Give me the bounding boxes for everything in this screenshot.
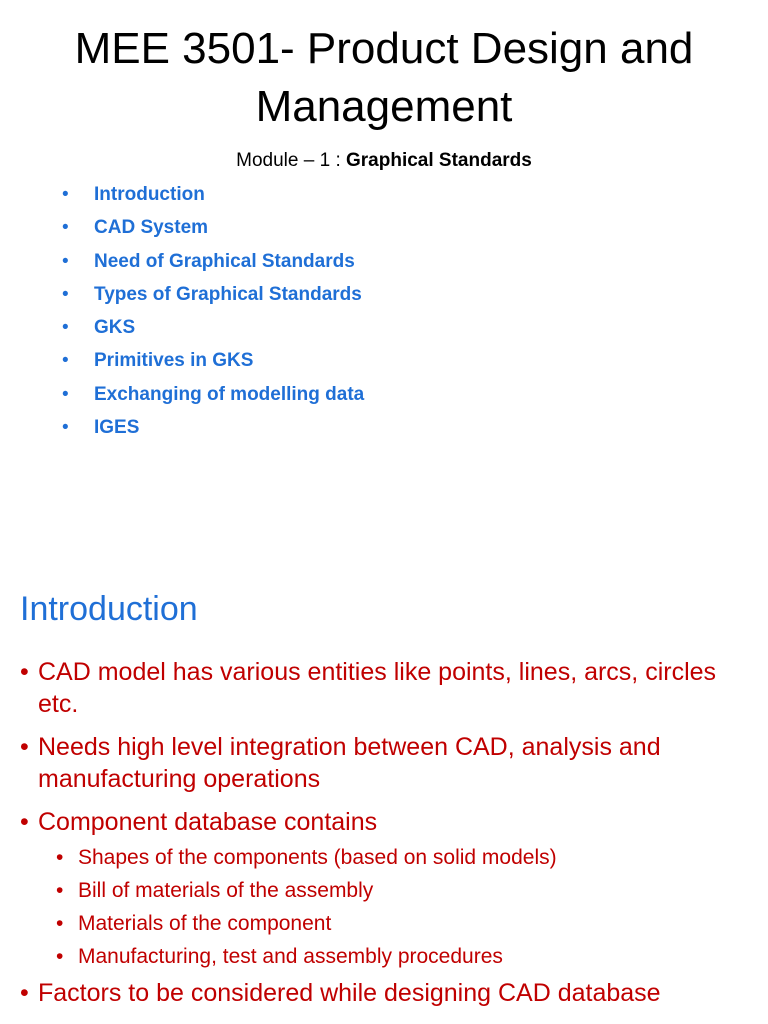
- sub-bullet-text: Manufacturing, test and assembly procedures: [78, 945, 503, 968]
- toc-item: [62, 414, 364, 447]
- toc-item: [62, 314, 364, 347]
- sub-bullet-text: Bill of materials of the assembly: [78, 879, 374, 902]
- toc-item: [62, 248, 364, 281]
- slide-title: MEE 3501- Product Design and Management: [74, 24, 694, 131]
- toc-item-label: Primitives in GKS: [94, 350, 254, 372]
- subtitle-topic: Graphical Standards: [346, 150, 532, 171]
- bullet-point: [20, 977, 750, 1009]
- sub-bullet-list: [20, 845, 750, 969]
- toc-list: [62, 181, 364, 447]
- bullet-icon: •: [62, 184, 69, 205]
- toc-item-label: IGES: [94, 417, 140, 439]
- sub-bullet-point: [56, 878, 750, 903]
- toc-item: [62, 281, 364, 314]
- bullet-icon: •: [62, 283, 69, 305]
- section-heading: Introduction: [20, 590, 198, 628]
- sub-bullet-point: [56, 944, 750, 969]
- sub-bullet-group: [20, 845, 750, 969]
- bullet-point: [20, 656, 750, 720]
- bullet-icon: •: [20, 979, 29, 1007]
- toc-item: [62, 214, 364, 247]
- bullet-icon: •: [62, 417, 69, 439]
- sub-bullet-point: [56, 845, 750, 870]
- bullet-text: Component database contains: [38, 808, 378, 836]
- bullet-text: Needs high level integration between CAD, analysis and manufacturing operations: [38, 733, 661, 793]
- toc-item: [62, 381, 364, 414]
- sub-bullet-point: [56, 911, 750, 936]
- subtitle-prefix: Module – 1 :: [236, 150, 346, 171]
- bullet-icon: •: [56, 912, 64, 935]
- toc-item-label: Introduction: [94, 184, 205, 205]
- toc-item-label: Exchanging of modelling data: [94, 383, 365, 405]
- toc-item-label: GKS: [94, 317, 136, 339]
- bullet-icon: •: [20, 733, 29, 761]
- bullet-icon: •: [56, 945, 64, 968]
- bullet-text: Factors to be considered while designing CAD database: [38, 979, 661, 1007]
- bullet-icon: •: [20, 808, 29, 836]
- slide-2: [0, 568, 768, 1024]
- sub-bullet-text: Materials of the component: [78, 912, 332, 935]
- toc-item-label: Types of Graphical Standards: [94, 283, 362, 305]
- bullet-icon: •: [62, 217, 69, 239]
- bullet-text: CAD model has various entities like points, lines, arcs, circles etc.: [38, 658, 717, 718]
- bullet-point: [20, 806, 750, 838]
- toc-item: [62, 181, 364, 214]
- toc-item-label: Need of Graphical Standards: [94, 250, 355, 272]
- bullet-icon: •: [62, 383, 69, 405]
- bullet-icon: •: [56, 846, 64, 869]
- bullet-list: [20, 656, 750, 1020]
- toc-item: [62, 347, 364, 380]
- bullet-icon: •: [62, 317, 69, 339]
- sub-bullet-text: Shapes of the components (based on solid models): [78, 846, 557, 869]
- bullet-icon: •: [56, 879, 64, 902]
- bullet-icon: •: [20, 658, 29, 686]
- bullet-icon: •: [62, 250, 69, 272]
- module-subtitle: [0, 150, 768, 172]
- toc-item-label: CAD System: [94, 217, 209, 239]
- bullet-point: [20, 731, 750, 795]
- bullet-icon: •: [62, 350, 69, 372]
